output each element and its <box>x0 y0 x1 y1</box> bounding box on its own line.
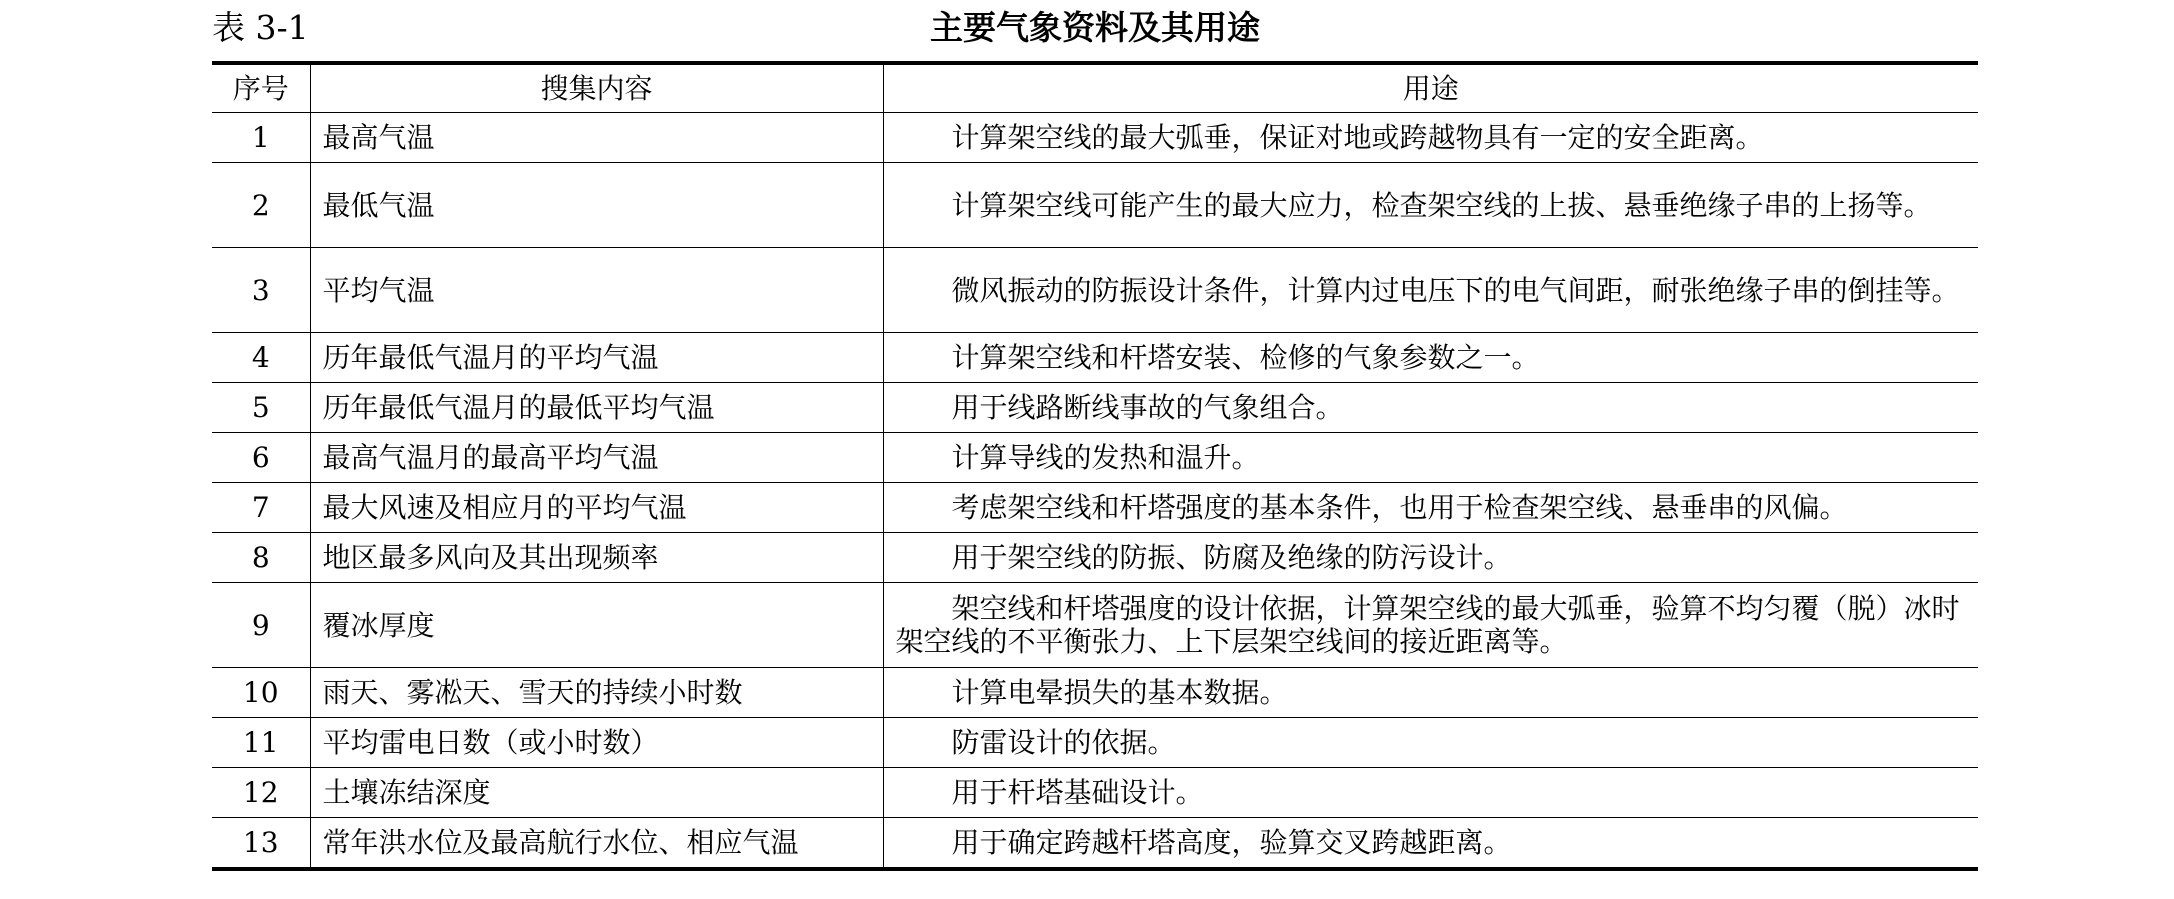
row-content: 最大风速及相应月的平均气温 <box>310 483 883 533</box>
row-index: 4 <box>212 333 310 383</box>
table-row <box>212 483 1978 533</box>
row-index: 12 <box>212 768 310 818</box>
row-use: 计算电晕损失的基本数据。 <box>883 668 1978 718</box>
row-index: 13 <box>242 826 279 859</box>
row-use: 计算架空线可能产生的最大应力，检查架空线的上拔、悬垂绝缘子串的上扬等。 <box>883 163 1978 248</box>
row-content: 历年最低气温月的平均气温 <box>310 333 883 383</box>
header-content: 搜集内容 <box>310 63 883 113</box>
table-row <box>212 113 1978 163</box>
table-row <box>212 583 1978 668</box>
row-index: 3 <box>212 248 310 333</box>
row-index: 6 <box>212 433 310 483</box>
row-use: 用于线路断线事故的气象组合。 <box>883 383 1978 433</box>
row-index: 5 <box>212 383 310 433</box>
row-content: 最高气温 <box>310 113 883 163</box>
row-content: 土壤冻结深度 <box>310 768 883 818</box>
table-row <box>212 248 1978 333</box>
row-content: 最低气温 <box>310 163 883 248</box>
row-use: 防雷设计的依据。 <box>883 718 1978 768</box>
row-use: 考虑架空线和杆塔强度的基本条件，也用于检查架空线、悬垂串的风偏。 <box>883 483 1978 533</box>
table-number: 表 3-1 <box>212 8 309 47</box>
table-caption <box>212 0 1978 60</box>
table-row <box>212 718 1978 768</box>
row-index: 11 <box>212 718 310 768</box>
row-index: 1 <box>212 113 310 163</box>
table-row <box>212 163 1978 248</box>
table-title: 主要气象资料及其用途 <box>930 8 1260 47</box>
row-use: 计算导线的发热和温升。 <box>883 433 1978 483</box>
row-index: 8 <box>212 533 310 583</box>
row-content: 平均气温 <box>310 248 883 333</box>
row-content: 历年最低气温月的最低平均气温 <box>310 383 883 433</box>
row-index: 2 <box>212 163 310 248</box>
header-use: 用途 <box>883 63 1978 113</box>
row-content: 常年洪水位及最高航行水位、相应气温 <box>310 818 883 870</box>
table-row <box>212 383 1978 433</box>
row-use: 计算架空线和杆塔安装、检修的气象参数之一。 <box>883 333 1978 383</box>
row-content: 平均雷电日数（或小时数） <box>310 718 883 768</box>
table-header-row <box>212 63 1978 113</box>
table-row <box>212 818 1978 870</box>
row-content: 最高气温月的最高平均气温 <box>310 433 883 483</box>
row-content: 雨天、雾凇天、雪天的持续小时数 <box>310 668 883 718</box>
row-index: 9 <box>212 583 310 668</box>
row-use: 架空线和杆塔强度的设计依据，计算架空线的最大弧垂，验算不均匀覆（脱）冰时架空线的不平衡张力、上下层架空线间的接近距离等。 <box>883 583 1978 668</box>
meteorological-data-table <box>212 61 1978 871</box>
row-use: 用于架空线的防振、防腐及绝缘的防污设计。 <box>883 533 1978 583</box>
row-use: 计算架空线的最大弧垂，保证对地或跨越物具有一定的安全距离。 <box>883 113 1978 163</box>
row-use: 用于杆塔基础设计。 <box>883 768 1978 818</box>
table-row <box>212 533 1978 583</box>
row-index: 10 <box>212 668 310 718</box>
table-row <box>212 333 1978 383</box>
table-row <box>212 668 1978 718</box>
row-content: 地区最多风向及其出现频率 <box>310 533 883 583</box>
table-row <box>212 768 1978 818</box>
row-content: 覆冰厚度 <box>310 583 883 668</box>
row-use: 微风振动的防振设计条件，计算内过电压下的电气间距，耐张绝缘子串的倒挂等。 <box>883 248 1978 333</box>
table-row <box>212 433 1978 483</box>
header-index: 序号 <box>212 63 310 113</box>
row-index: 7 <box>212 483 310 533</box>
row-use: 用于确定跨越杆塔高度，验算交叉跨越距离。 <box>883 818 1978 870</box>
